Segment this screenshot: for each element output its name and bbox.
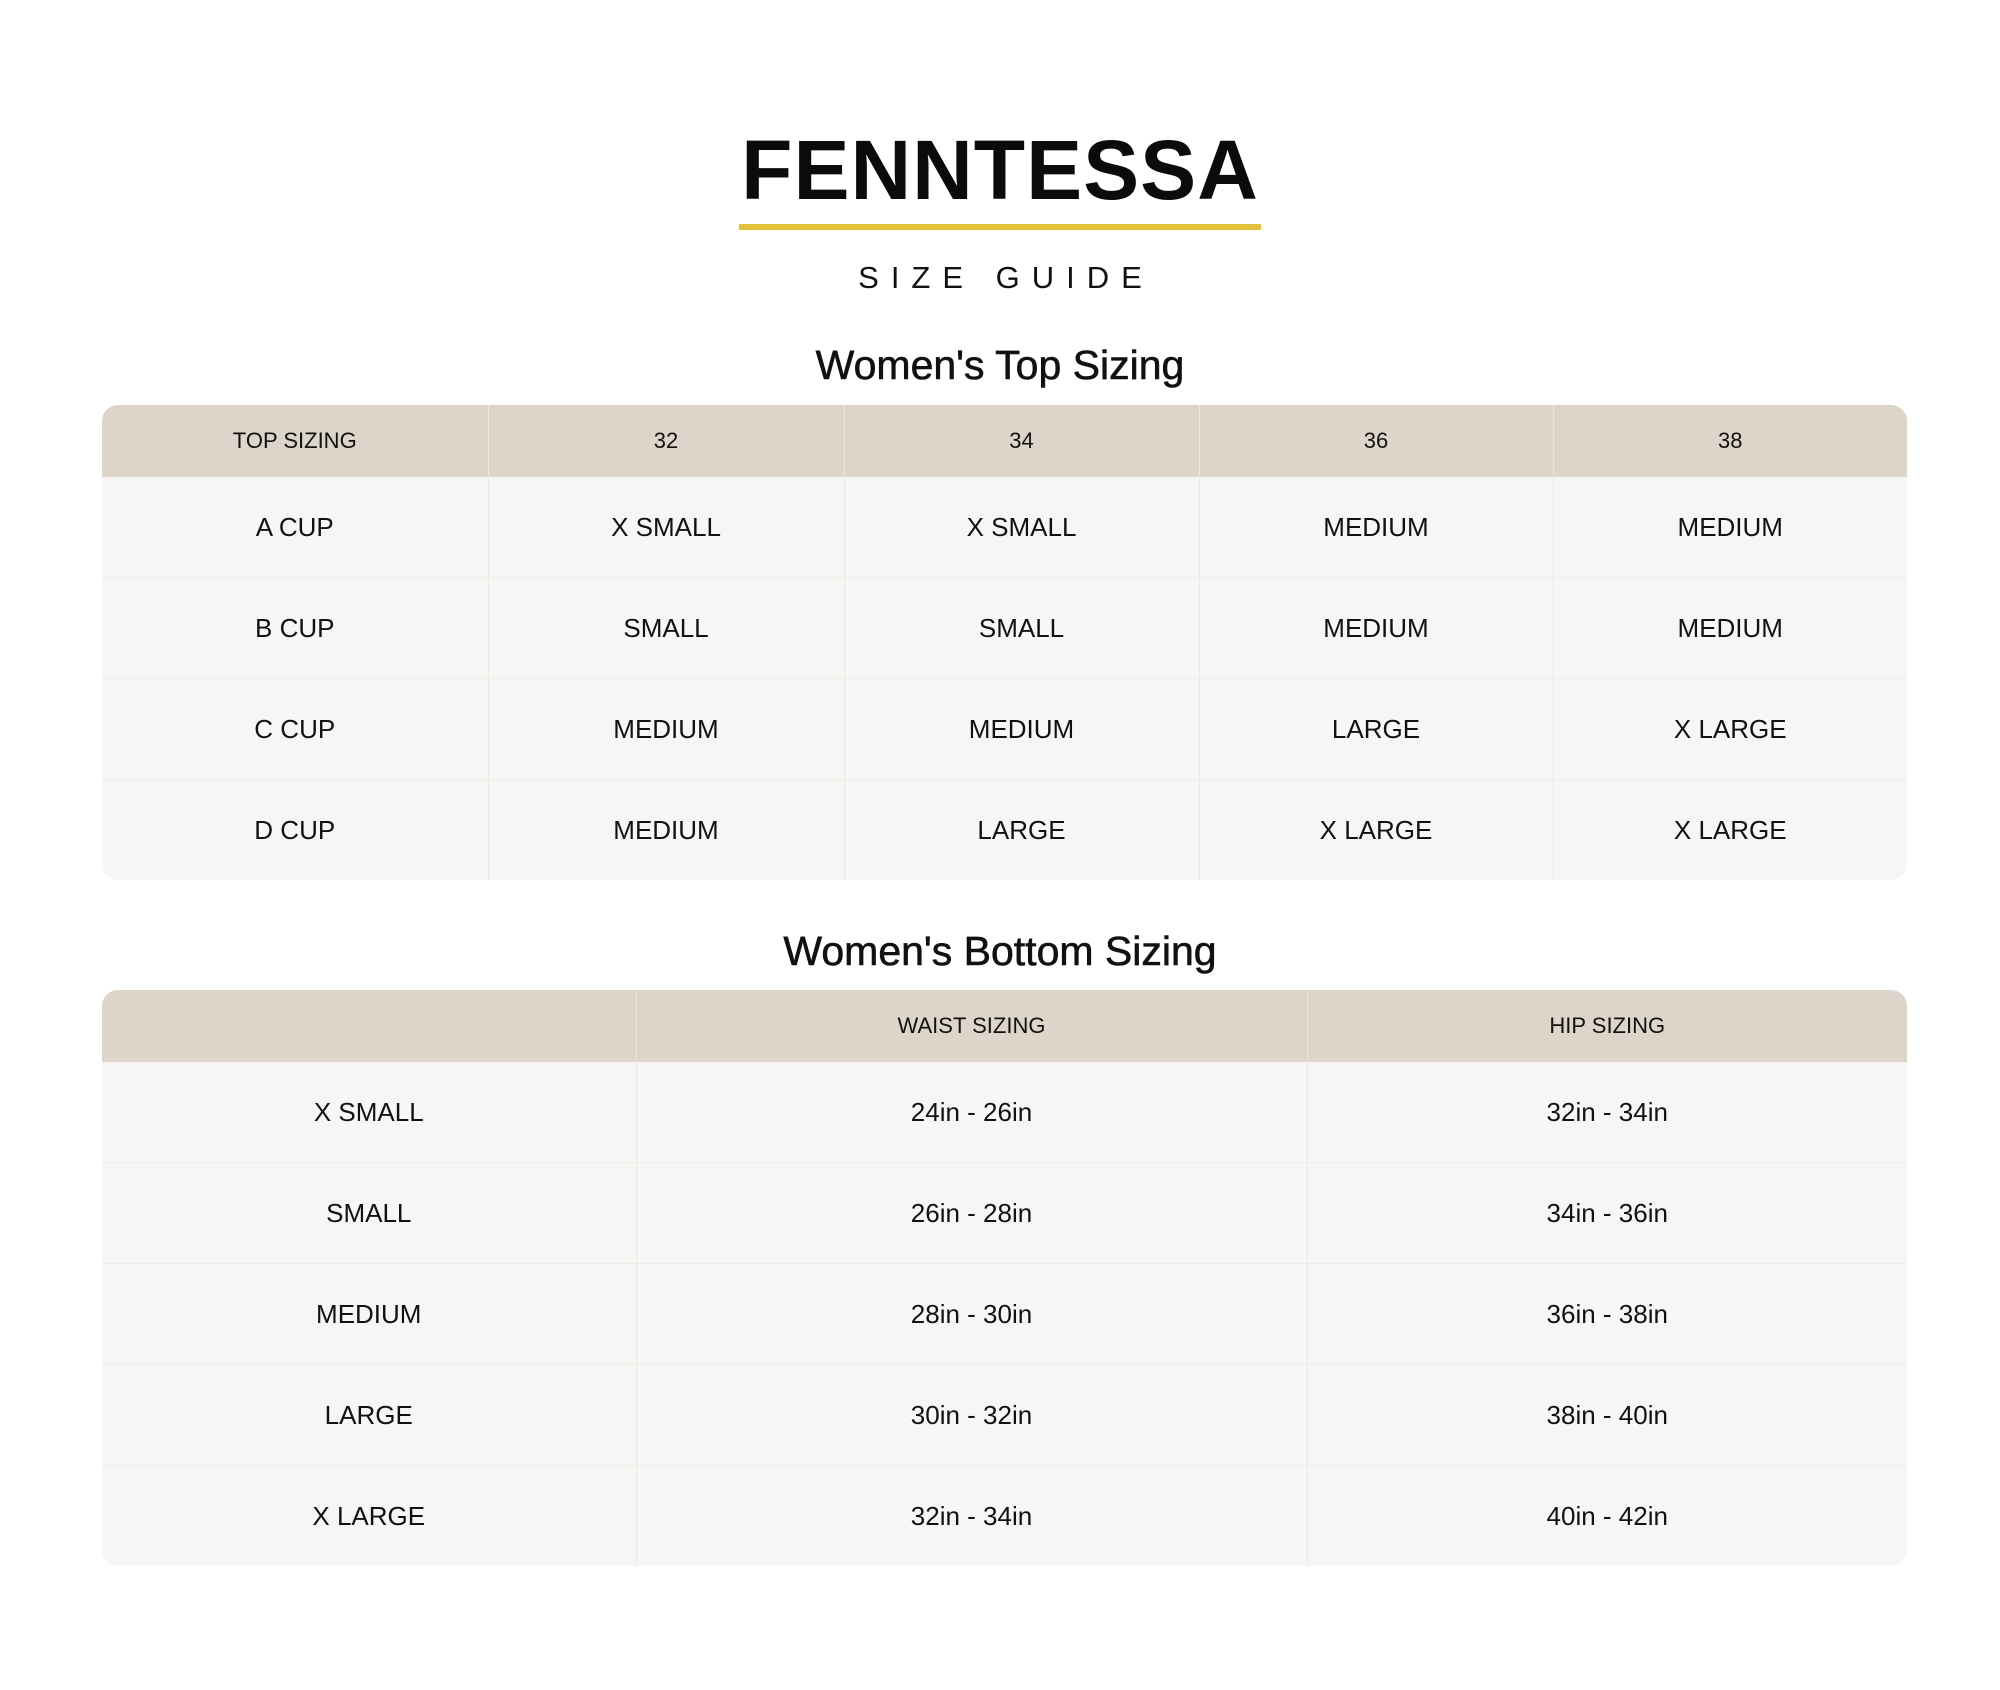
table-cell: MEDIUM	[488, 679, 844, 780]
table-cell: SMALL	[102, 1163, 636, 1264]
table-cell: LARGE	[1199, 679, 1553, 780]
table-cell: X SMALL	[488, 477, 844, 578]
page-subtitle: SIZE GUIDE	[858, 260, 1154, 295]
table-header-row	[102, 990, 1907, 1062]
brand-name: FENNTESSA	[741, 123, 1259, 217]
top-sizing-title: Women's Top Sizing	[815, 342, 1185, 388]
bottom-sizing-table	[102, 990, 1907, 1566]
table-cell: 38in - 40in	[1307, 1365, 1907, 1466]
table-cell: X SMALL	[844, 477, 1199, 578]
table-row	[102, 1466, 1907, 1567]
table-header-row	[102, 405, 1907, 477]
table-cell: X LARGE	[1553, 780, 1907, 881]
table-cell: SMALL	[844, 578, 1199, 679]
brand-underline	[739, 224, 1261, 230]
table-cell: MEDIUM	[1199, 578, 1553, 679]
table-row	[102, 1365, 1907, 1466]
table-cell: 26in - 28in	[636, 1163, 1307, 1264]
table-cell: LARGE	[102, 1365, 636, 1466]
table-cell: D CUP	[102, 780, 488, 881]
table-cell: MEDIUM	[1199, 477, 1553, 578]
header-cell-waist-sizing: WAIST SIZING	[636, 990, 1307, 1062]
header-cell-34: 34	[844, 405, 1199, 477]
table-cell: 32in - 34in	[1546, 1096, 1668, 1127]
table-cell: 40in - 42in	[1307, 1466, 1907, 1567]
table-row	[102, 1264, 1907, 1365]
table-cell: B CUP	[102, 578, 488, 679]
top-sizing-table	[102, 405, 1907, 880]
header-cell-top-sizing: TOP SIZING	[102, 405, 488, 477]
table-row	[102, 1062, 1907, 1163]
page-header	[0, 123, 2000, 296]
table-cell: MEDIUM	[1553, 578, 1907, 679]
bottom-sizing-title: Women's Bottom Sizing	[783, 928, 1217, 974]
table-cell: C CUP	[102, 679, 488, 780]
table-cell: MEDIUM	[844, 679, 1199, 780]
table-row	[102, 679, 1907, 780]
table-row	[102, 780, 1907, 881]
table-cell: 30in - 32in	[636, 1365, 1307, 1466]
header-cell-hip-sizing: HIP SIZING	[1307, 990, 1907, 1062]
table-cell: 36in - 38in	[1307, 1264, 1907, 1365]
table-cell: A CUP	[102, 477, 488, 578]
table-cell: MEDIUM	[1677, 511, 1783, 542]
table-cell: 32in - 34in	[636, 1466, 1307, 1567]
header-cell-32: 32	[488, 405, 844, 477]
table-cell: X LARGE	[102, 1466, 636, 1567]
header-cell-36: 36	[1199, 405, 1553, 477]
header-cell-38: 38	[1553, 405, 1907, 477]
table-cell: 28in - 30in	[636, 1264, 1307, 1365]
table-cell: X LARGE	[1199, 780, 1553, 881]
table-row	[102, 578, 1907, 679]
table-cell: X LARGE	[1553, 679, 1907, 780]
table-cell: MEDIUM	[488, 780, 844, 881]
table-cell: LARGE	[844, 780, 1199, 881]
table-row	[102, 477, 1907, 578]
table-cell: 34in - 36in	[1307, 1163, 1907, 1264]
table-cell: MEDIUM	[102, 1264, 636, 1365]
header-cell-size	[102, 990, 636, 1062]
table-cell: 24in - 26in	[636, 1062, 1307, 1163]
table-cell: SMALL	[488, 578, 844, 679]
table-row	[102, 1163, 1907, 1264]
table-cell: X SMALL	[102, 1062, 636, 1163]
brand-logo	[739, 123, 1261, 230]
